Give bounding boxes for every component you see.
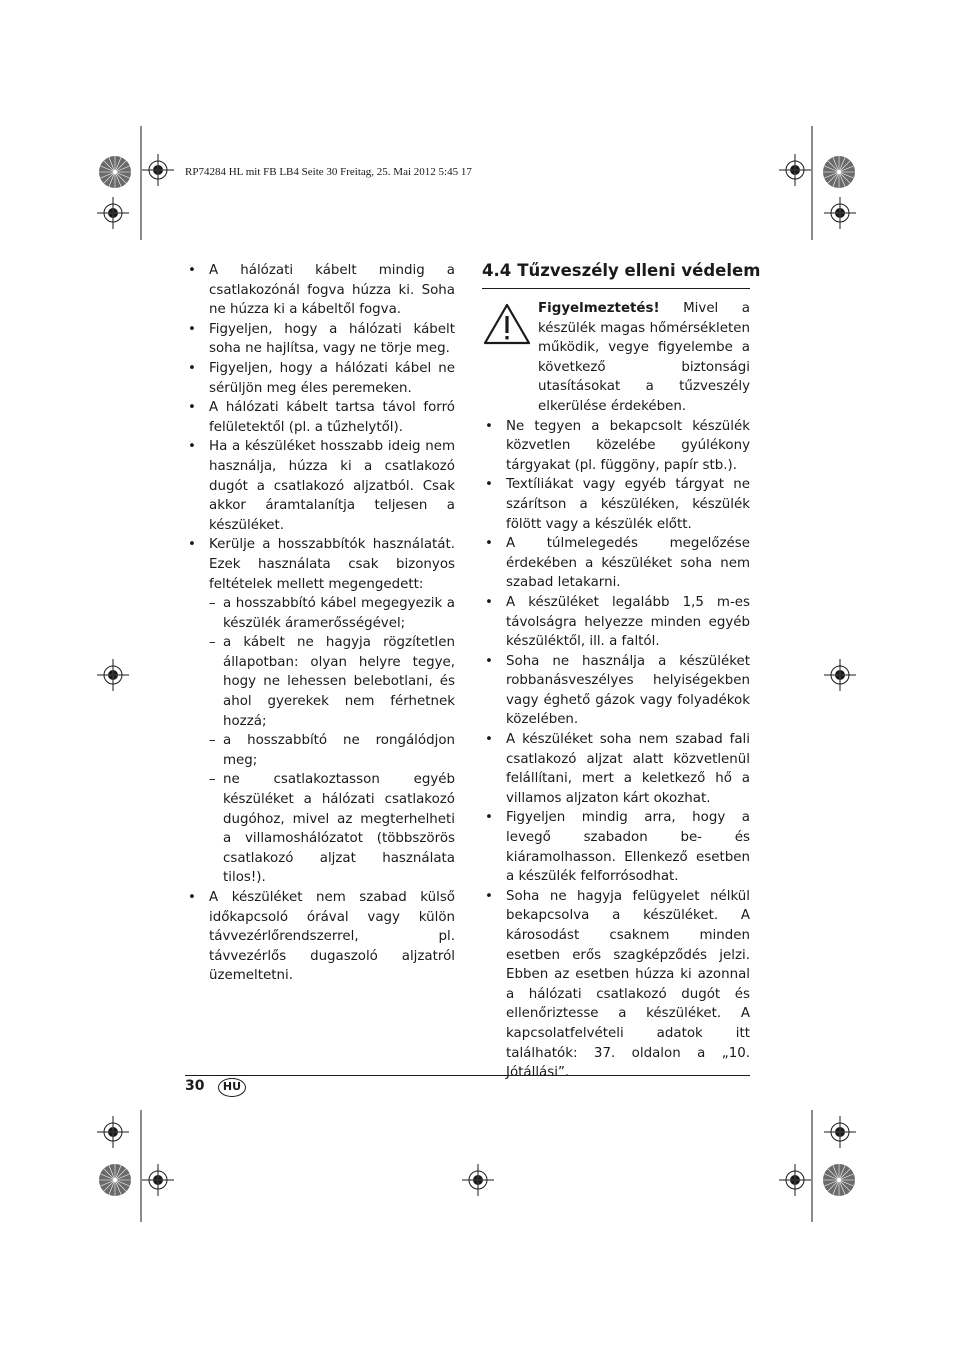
list-item: • A készüléket nem szabad külső időkapcsoló órával vagy külön távvezérlőrendszerrel, pl. távvezérlős dugaszoló aljzatról üzemeltetni. (185, 888, 455, 986)
print-header: RP74284 HL mit FB LB4 Seite 30 Freitag, 25. Mai 2012 5:45 17 (185, 166, 472, 178)
sub-list-item: – a hosszabbító ne rongálódjon meg; (209, 731, 455, 770)
section-title: Tűzveszély elleni védelem (517, 261, 761, 280)
right-bullet-list (482, 417, 750, 1083)
section-number: 4.4 (482, 261, 512, 280)
sub-list-item: – a hosszabbító kábel megegyezik a készülék áramerősségével; (209, 594, 455, 633)
left-bullet-list (185, 261, 455, 986)
warning-triangle-icon (483, 303, 531, 345)
list-item: • Soha ne használja a készüléket robbanásveszélyes helyiségekben vagy éghető gázok vagy folyadékok közelében. (482, 652, 750, 730)
left-column (185, 261, 455, 986)
list-item: • A hálózati kábelt mindig a csatlakozónál fogva húzza ki. Soha ne húzza ki a kábeltől fogva. (185, 261, 455, 320)
list-item: • Ne tegyen a bekapcsolt készülék közvetlen közelébe gyúlékony tárgyakat (pl. függöny, papír stb.). (482, 417, 750, 476)
section-heading (482, 261, 761, 289)
warning-notice (482, 299, 750, 417)
list-item-text: Kerülje a hosszabbítók használatát. Ezek használata csak bizonyos feltételek mellett megengedett: (209, 537, 455, 592)
list-item: • A készüléket soha nem szabad fali csatlakozó aljzat alatt közvetlenül felállítani, mert a keletkező hő a villamos aljzaton kárt okozhat. (482, 730, 750, 808)
language-badge: HU (218, 1078, 246, 1097)
warning-text: Mivel a készülék magas hőmérsékleten működik, vegye figyelembe a következő biztonsági utasításokat a tűzveszély elkerülése érdekében. (538, 301, 750, 414)
list-item: • A hálózati kábelt tartsa távol forró felületektől (pl. a tűzhelytől). (185, 398, 455, 437)
page-number: 30 (185, 1078, 205, 1094)
sub-list-item: – a kábelt ne hagyja rögzítetlen állapotban: olyan helyre tegye, hogy ne lehessen belebotlani, és ahol gyerekek nem férhetnek hozzá; (209, 633, 455, 731)
list-item: • Soha ne hagyja felügyelet nélkül bekapcsolva a készüléket. A károsodást csaknem minden esetben erős szagképződés jelzi. Ebben az esetben húzza ki azonnal a hálózati csatlakozó dugót és ellenőriztesse a készüléket. A kapcsolatfelvételi adatok itt találhatók: 37. oldalon a „10. Jótállási”. (482, 887, 750, 1083)
list-item: • Figyeljen, hogy a hálózati kábel ne sérüljön meg éles peremeken. (185, 359, 455, 398)
warning-label: Figyelmeztetés! (538, 301, 660, 316)
list-item: • Figyeljen, hogy a hálózati kábelt soha ne hajlítsa, vagy ne törje meg. (185, 320, 455, 359)
list-item: • Figyeljen mindig arra, hogy a levegő szabadon be- és kiáramolhasson. Ellenkező esetben a készülék felforrósodhat. (482, 808, 750, 886)
footer-divider (185, 1075, 750, 1076)
sub-list (209, 594, 455, 888)
list-item: • Textíliákat vagy egyéb tárgyat ne szárítson a készüléken, készülék fölött vagy a készülék előtt. (482, 475, 750, 534)
right-column (482, 261, 761, 1083)
list-item: • A készüléket legalább 1,5 m-es távolságra helyezze minden egyéb készüléktől, ill. a faltól. (482, 593, 750, 652)
list-item: • Ha a készüléket hosszabb ideig nem használja, húzza ki a csatlakozó dugót a csatlakozó aljzatból. Csak akkor áramtalanítja teljesen a készüléket. (185, 437, 455, 535)
list-item: • A túlmelegedés megelőzése érdekében a készüléket soha nem szabad letakarni. (482, 534, 750, 593)
list-item-extension-cords (185, 535, 455, 888)
sub-list-item: – ne csatlakoztasson egyéb készüléket a hálózati csatlakozó dugóhoz, mivel az megterhelheti a villamoshálózatot (többszörös csatlakozó aljzat használata tilos!). (209, 770, 455, 888)
